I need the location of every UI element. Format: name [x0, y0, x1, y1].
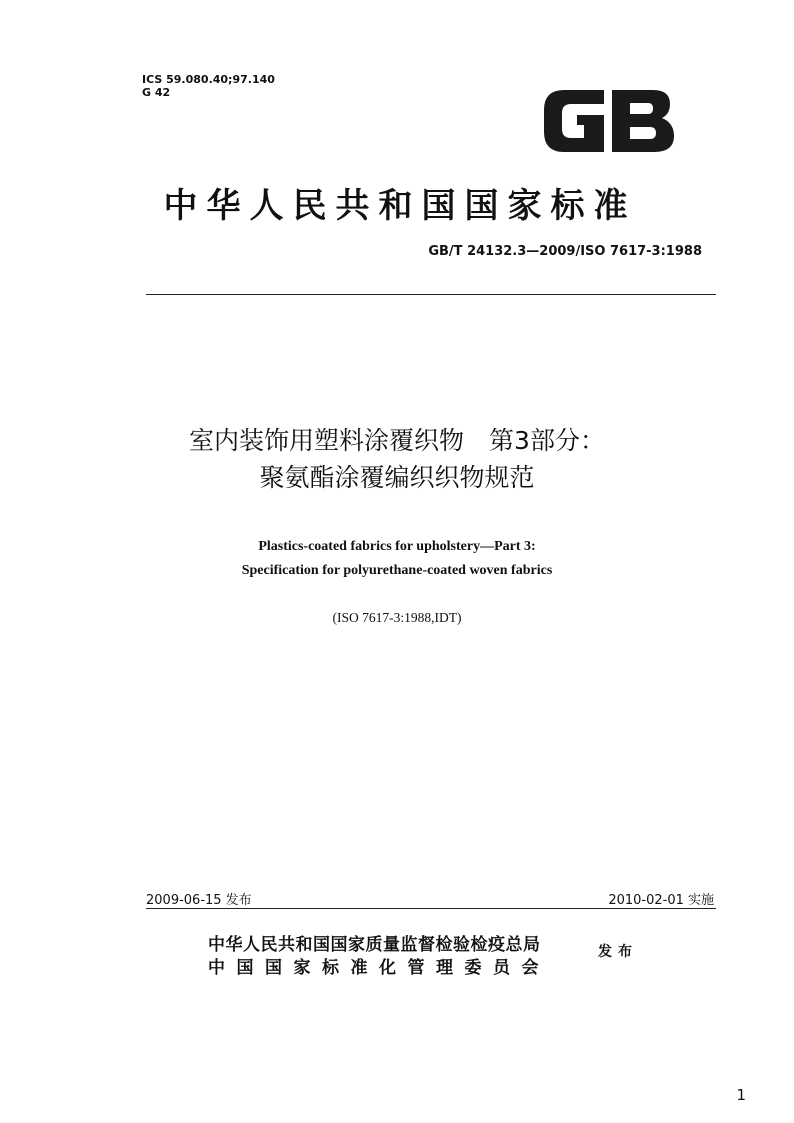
english-title-line-2: Specification for polyurethane-coated woven fabrics	[241, 563, 553, 578]
chinese-title-line-2: 聚氨酯涂覆编织织物规范	[259, 463, 535, 492]
english-title-line-1: Plastics-coated fabrics for upholstery—Part 3:	[258, 539, 536, 554]
chinese-title-line-1: 室内装饰用塑料涂覆织物 第3部分：	[189, 426, 605, 455]
ccs-code: G 42	[142, 86, 171, 99]
publication-date: 2009-06-15 发布	[146, 893, 252, 908]
ics-code: ICS 59.080.40;97.140	[142, 73, 275, 86]
country-standard-title: 中华人民共和国国家标准	[163, 188, 637, 225]
issuer-aqsiq: 中华人民共和国国家质量监督检验检疫总局	[208, 935, 541, 955]
issuer-sac: 中国国家标准化管理委员会	[208, 958, 550, 978]
iso-reference: (ISO 7617-3:1988,IDT)	[332, 610, 462, 625]
chinese-title	[0, 422, 794, 496]
issue-label: 发布	[598, 944, 638, 960]
bottom-divider	[146, 908, 716, 909]
implementation-date: 2010-02-01 实施	[608, 893, 714, 908]
page-number: 1	[736, 1086, 746, 1104]
gb-logo-icon	[540, 80, 678, 162]
ics-code-block	[142, 73, 275, 99]
english-title	[0, 535, 794, 583]
standard-number: GB/T 24132.3—2009/ISO 7617-3:1988	[428, 244, 702, 259]
top-divider	[146, 294, 716, 295]
